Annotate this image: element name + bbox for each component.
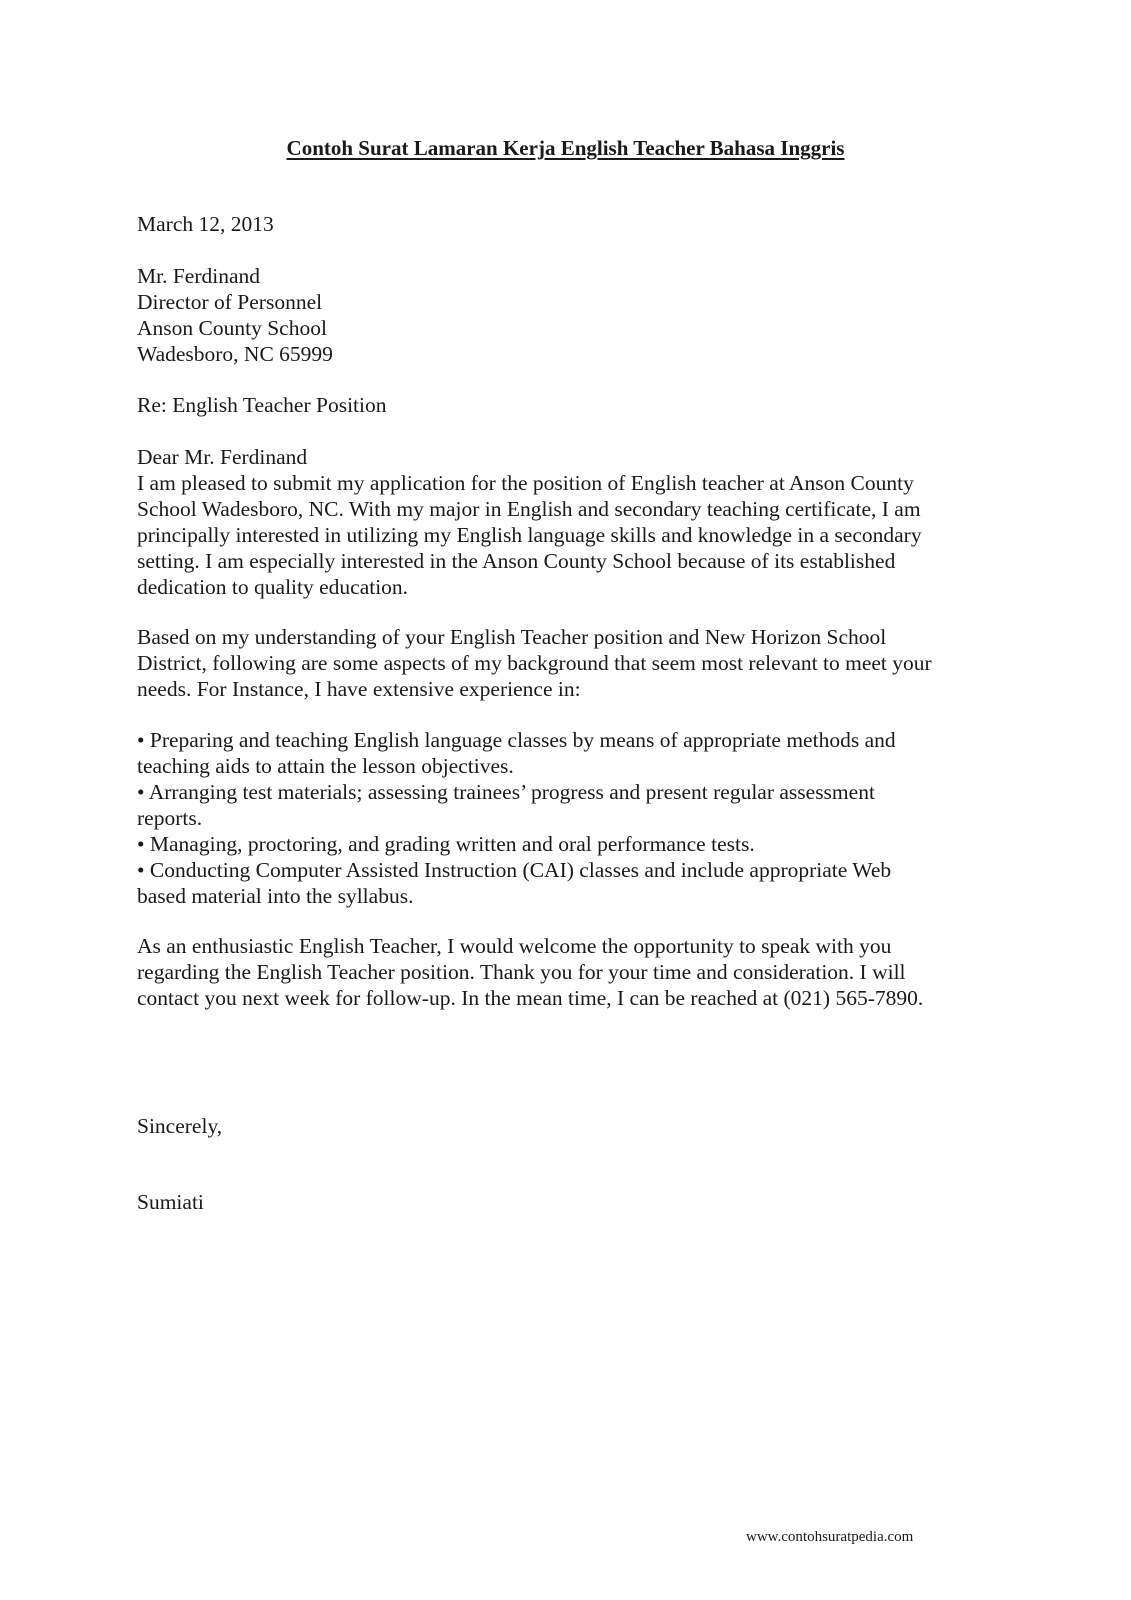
paragraph-line: setting. I am especially interested in the Anson County School because of its established	[137, 549, 896, 573]
subject-line	[137, 392, 1017, 418]
document-title: Contoh Surat Lamaran Kerja English Teacher Bahasa Inggris	[286, 136, 845, 160]
closing	[137, 1113, 1017, 1139]
subject-text: Re: English Teacher Position	[137, 393, 387, 417]
paragraph-line: Based on my understanding of your English Teacher position and New Horizon School	[137, 625, 887, 649]
footer-website: www.contohsuratpedia.com	[746, 1529, 914, 1545]
recipient-position: Director of Personnel	[137, 290, 323, 314]
paragraph-line: regarding the English Teacher position. Thank you for your time and consideration. I will	[137, 960, 906, 984]
list-item-continuation: teaching aids to attain the lesson objectives.	[137, 754, 514, 778]
paragraph-line: principally interested in utilizing my English language skills and knowledge in a secondary	[137, 523, 922, 547]
closing-paragraph	[137, 933, 1017, 1011]
list-item: • Conducting Computer Assisted Instruction (CAI) classes and include appropriate Web	[137, 858, 892, 882]
paragraph-line: School Wadesboro, NC. With my major in English and secondary teaching certificate, I am	[137, 497, 921, 521]
paragraph-line: needs. For Instance, I have extensive experience in:	[137, 677, 581, 701]
closing-text: Sincerely,	[137, 1114, 223, 1138]
recipient-address	[137, 263, 1017, 367]
list-item: • Arranging test materials; assessing trainees’ progress and present regular assessment	[137, 780, 875, 804]
salutation-and-intro	[137, 444, 1017, 600]
date-text: March 12, 2013	[137, 212, 274, 236]
paragraph-line: I am pleased to submit my application for the position of English teacher at Anson County	[137, 471, 914, 495]
list-item-continuation: based material into the syllabus.	[137, 884, 414, 908]
list-item: • Preparing and teaching English language classes by means of appropriate methods and	[137, 728, 896, 752]
experience-list	[137, 727, 1017, 909]
paragraph-line: dedication to quality education.	[137, 575, 409, 599]
background-paragraph	[137, 624, 1017, 702]
signature-name: Sumiati	[137, 1190, 204, 1214]
list-item-continuation: reports.	[137, 806, 203, 830]
paragraph-line: contact you next week for follow-up. In the mean time, I can be reached at (021) 565-7890.	[137, 986, 924, 1010]
signature	[137, 1189, 1017, 1215]
list-item: • Managing, proctoring, and grading written and oral performance tests.	[137, 832, 755, 856]
recipient-organization: Anson County School	[137, 316, 327, 340]
recipient-name: Mr. Ferdinand	[137, 264, 261, 288]
recipient-address-line: Wadesboro, NC 65999	[137, 342, 333, 366]
paragraph-line: As an enthusiastic English Teacher, I would welcome the opportunity to speak with you	[137, 934, 892, 958]
paragraph-line: District, following are some aspects of my background that seem most relevant to meet your	[137, 651, 932, 675]
salutation: Dear Mr. Ferdinand	[137, 445, 308, 469]
letter-date	[137, 211, 1017, 237]
